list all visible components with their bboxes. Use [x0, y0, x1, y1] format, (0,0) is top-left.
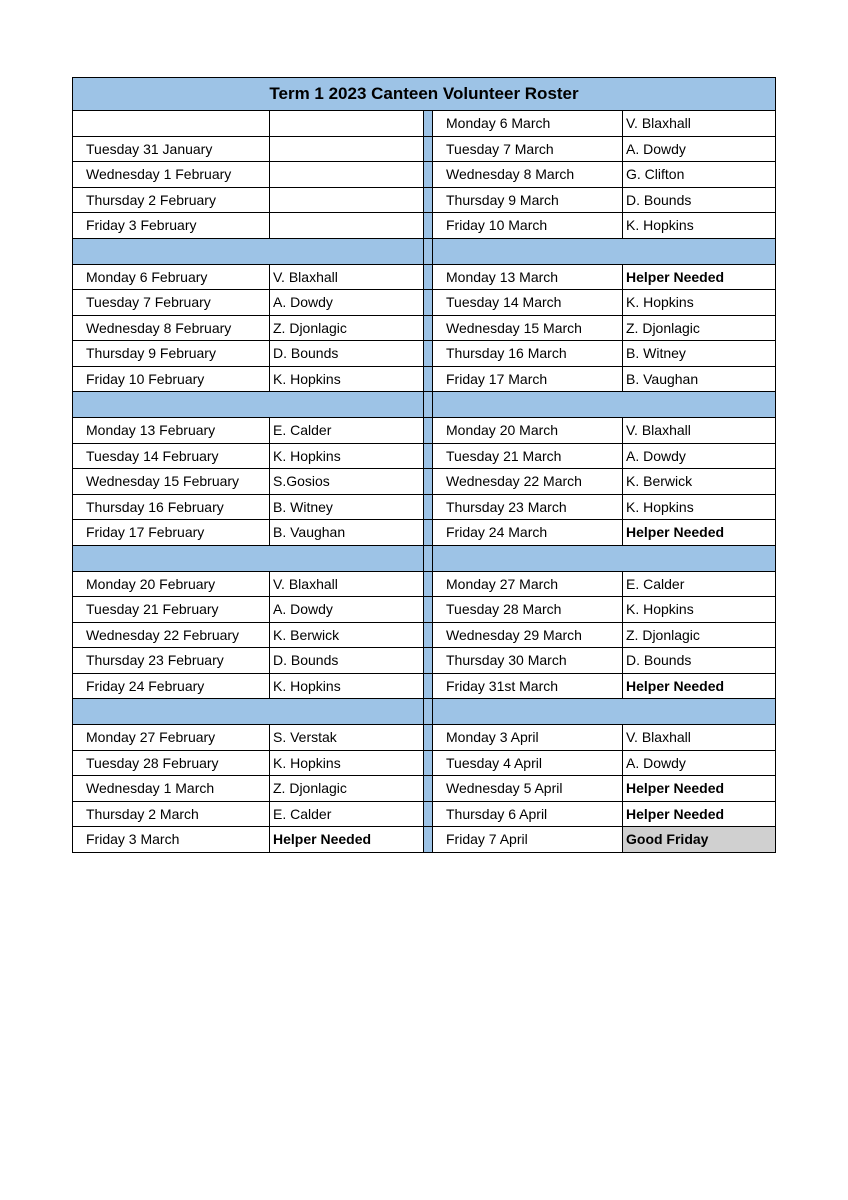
left-day-cell: Tuesday 7 February — [73, 290, 270, 316]
left-day-cell: Monday 13 February — [73, 418, 270, 444]
roster-row — [73, 750, 776, 776]
left-volunteer-cell: B. Witney — [270, 494, 424, 520]
left-volunteer-cell: Helper Needed — [270, 827, 424, 853]
column-gap — [424, 315, 433, 341]
left-day-cell: Wednesday 1 March — [73, 776, 270, 802]
right-volunteer-cell: K. Hopkins — [623, 290, 776, 316]
left-day-cell: Friday 3 February — [73, 213, 270, 239]
roster-row — [73, 827, 776, 853]
left-volunteer-cell: V. Blaxhall — [270, 571, 424, 597]
right-volunteer-cell: V. Blaxhall — [623, 418, 776, 444]
separator-cell — [73, 545, 424, 571]
right-volunteer-cell: Helper Needed — [623, 673, 776, 699]
right-day-cell: Monday 27 March — [433, 571, 623, 597]
separator-cell — [424, 545, 433, 571]
separator-cell — [424, 392, 433, 418]
right-volunteer-cell: Helper Needed — [623, 520, 776, 546]
left-volunteer-cell: D. Bounds — [270, 648, 424, 674]
separator-cell — [73, 392, 424, 418]
left-volunteer-cell: Z. Djonlagic — [270, 315, 424, 341]
left-day-cell: Monday 20 February — [73, 571, 270, 597]
right-day-cell: Thursday 30 March — [433, 648, 623, 674]
roster-row — [73, 341, 776, 367]
right-volunteer-cell: K. Hopkins — [623, 213, 776, 239]
roster-row — [73, 776, 776, 802]
column-gap — [424, 443, 433, 469]
column-gap — [424, 673, 433, 699]
left-day-cell: Tuesday 28 February — [73, 750, 270, 776]
roster-row — [73, 162, 776, 188]
right-day-cell: Tuesday 21 March — [433, 443, 623, 469]
column-gap — [424, 469, 433, 495]
right-volunteer-cell: D. Bounds — [623, 648, 776, 674]
right-day-cell: Wednesday 15 March — [433, 315, 623, 341]
roster-row — [73, 597, 776, 623]
separator-cell — [433, 699, 776, 725]
week-separator — [73, 238, 776, 264]
left-day-cell: Tuesday 21 February — [73, 597, 270, 623]
roster-row — [73, 315, 776, 341]
roster-row — [73, 648, 776, 674]
left-volunteer-cell: E. Calder — [270, 418, 424, 444]
left-volunteer-cell: Z. Djonlagic — [270, 776, 424, 802]
right-volunteer-cell: A. Dowdy — [623, 750, 776, 776]
left-volunteer-cell: D. Bounds — [270, 341, 424, 367]
roster-row — [73, 571, 776, 597]
right-day-cell: Thursday 6 April — [433, 801, 623, 827]
column-gap — [424, 290, 433, 316]
roster-title: Term 1 2023 Canteen Volunteer Roster — [73, 78, 776, 111]
column-gap — [424, 264, 433, 290]
left-day-cell: Friday 10 February — [73, 366, 270, 392]
right-day-cell: Friday 10 March — [433, 213, 623, 239]
left-volunteer-cell: V. Blaxhall — [270, 264, 424, 290]
left-volunteer-cell: K. Hopkins — [270, 750, 424, 776]
left-volunteer-cell: S. Verstak — [270, 725, 424, 751]
right-day-cell: Monday 6 March — [433, 111, 623, 137]
column-gap — [424, 366, 433, 392]
column-gap — [424, 801, 433, 827]
left-volunteer-cell: K. Hopkins — [270, 443, 424, 469]
roster-row — [73, 520, 776, 546]
separator-cell — [73, 238, 424, 264]
roster-row — [73, 213, 776, 239]
column-gap — [424, 520, 433, 546]
right-volunteer-cell: A. Dowdy — [623, 443, 776, 469]
left-volunteer-cell — [270, 136, 424, 162]
right-volunteer-cell: K. Hopkins — [623, 597, 776, 623]
right-day-cell: Tuesday 7 March — [433, 136, 623, 162]
right-day-cell: Thursday 16 March — [433, 341, 623, 367]
right-volunteer-cell: Helper Needed — [623, 776, 776, 802]
right-day-cell: Wednesday 5 April — [433, 776, 623, 802]
separator-cell — [424, 699, 433, 725]
roster-row — [73, 673, 776, 699]
right-day-cell: Friday 24 March — [433, 520, 623, 546]
right-volunteer-cell: V. Blaxhall — [623, 725, 776, 751]
left-day-cell: Thursday 2 February — [73, 187, 270, 213]
column-gap — [424, 622, 433, 648]
left-day-cell: Wednesday 1 February — [73, 162, 270, 188]
week-separator — [73, 392, 776, 418]
left-day-cell: Thursday 16 February — [73, 494, 270, 520]
roster-row — [73, 469, 776, 495]
left-volunteer-cell — [270, 187, 424, 213]
separator-cell — [424, 238, 433, 264]
right-day-cell: Tuesday 28 March — [433, 597, 623, 623]
right-day-cell: Monday 13 March — [433, 264, 623, 290]
right-volunteer-cell: Z. Djonlagic — [623, 315, 776, 341]
left-volunteer-cell: E. Calder — [270, 801, 424, 827]
column-gap — [424, 187, 433, 213]
left-day-cell: Wednesday 15 February — [73, 469, 270, 495]
column-gap — [424, 597, 433, 623]
right-volunteer-cell: E. Calder — [623, 571, 776, 597]
left-volunteer-cell: A. Dowdy — [270, 290, 424, 316]
roster-row — [73, 366, 776, 392]
separator-cell — [73, 699, 424, 725]
left-day-cell: Monday 27 February — [73, 725, 270, 751]
roster-row — [73, 136, 776, 162]
right-volunteer-cell: K. Hopkins — [623, 494, 776, 520]
right-volunteer-cell: V. Blaxhall — [623, 111, 776, 137]
separator-cell — [433, 392, 776, 418]
left-day-cell: Tuesday 14 February — [73, 443, 270, 469]
left-volunteer-cell — [270, 111, 424, 137]
left-day-cell: Wednesday 8 February — [73, 315, 270, 341]
right-volunteer-cell: G. Clifton — [623, 162, 776, 188]
column-gap — [424, 571, 433, 597]
left-day-cell: Friday 17 February — [73, 520, 270, 546]
column-gap — [424, 494, 433, 520]
left-volunteer-cell: K. Hopkins — [270, 673, 424, 699]
right-day-cell: Wednesday 8 March — [433, 162, 623, 188]
column-gap — [424, 162, 433, 188]
right-day-cell: Friday 17 March — [433, 366, 623, 392]
title-row — [73, 78, 776, 111]
column-gap — [424, 750, 433, 776]
roster-row — [73, 264, 776, 290]
left-volunteer-cell: K. Hopkins — [270, 366, 424, 392]
week-separator — [73, 545, 776, 571]
right-day-cell: Tuesday 14 March — [433, 290, 623, 316]
separator-cell — [433, 545, 776, 571]
roster-row — [73, 111, 776, 137]
left-volunteer-cell: A. Dowdy — [270, 597, 424, 623]
right-volunteer-cell: B. Vaughan — [623, 366, 776, 392]
week-separator — [73, 699, 776, 725]
column-gap — [424, 111, 433, 137]
left-day-cell: Thursday 9 February — [73, 341, 270, 367]
column-gap — [424, 213, 433, 239]
right-day-cell: Monday 20 March — [433, 418, 623, 444]
left-day-cell: Friday 3 March — [73, 827, 270, 853]
left-day-cell: Tuesday 31 January — [73, 136, 270, 162]
right-volunteer-cell: D. Bounds — [623, 187, 776, 213]
column-gap — [424, 341, 433, 367]
right-day-cell: Thursday 9 March — [433, 187, 623, 213]
right-volunteer-cell: A. Dowdy — [623, 136, 776, 162]
column-gap — [424, 827, 433, 853]
right-day-cell: Friday 31st March — [433, 673, 623, 699]
right-day-cell: Monday 3 April — [433, 725, 623, 751]
roster-table — [72, 77, 776, 853]
right-day-cell: Wednesday 22 March — [433, 469, 623, 495]
left-day-cell: Thursday 23 February — [73, 648, 270, 674]
roster-row — [73, 443, 776, 469]
roster-row — [73, 418, 776, 444]
right-volunteer-cell: Good Friday — [623, 827, 776, 853]
roster-row — [73, 187, 776, 213]
right-volunteer-cell: K. Berwick — [623, 469, 776, 495]
left-day-cell: Friday 24 February — [73, 673, 270, 699]
right-volunteer-cell: Z. Djonlagic — [623, 622, 776, 648]
left-volunteer-cell: B. Vaughan — [270, 520, 424, 546]
roster-row — [73, 622, 776, 648]
column-gap — [424, 418, 433, 444]
right-day-cell: Tuesday 4 April — [433, 750, 623, 776]
right-day-cell: Thursday 23 March — [433, 494, 623, 520]
roster-row — [73, 725, 776, 751]
left-day-cell: Wednesday 22 February — [73, 622, 270, 648]
right-volunteer-cell: Helper Needed — [623, 801, 776, 827]
right-day-cell: Friday 7 April — [433, 827, 623, 853]
column-gap — [424, 725, 433, 751]
column-gap — [424, 648, 433, 674]
roster-row — [73, 801, 776, 827]
column-gap — [424, 776, 433, 802]
left-volunteer-cell: S.Gosios — [270, 469, 424, 495]
roster-row — [73, 290, 776, 316]
left-volunteer-cell — [270, 162, 424, 188]
left-volunteer-cell: K. Berwick — [270, 622, 424, 648]
roster-row — [73, 494, 776, 520]
separator-cell — [433, 238, 776, 264]
left-day-cell — [73, 111, 270, 137]
right-day-cell: Wednesday 29 March — [433, 622, 623, 648]
left-volunteer-cell — [270, 213, 424, 239]
right-volunteer-cell: B. Witney — [623, 341, 776, 367]
left-day-cell: Monday 6 February — [73, 264, 270, 290]
right-volunteer-cell: Helper Needed — [623, 264, 776, 290]
column-gap — [424, 136, 433, 162]
left-day-cell: Thursday 2 March — [73, 801, 270, 827]
